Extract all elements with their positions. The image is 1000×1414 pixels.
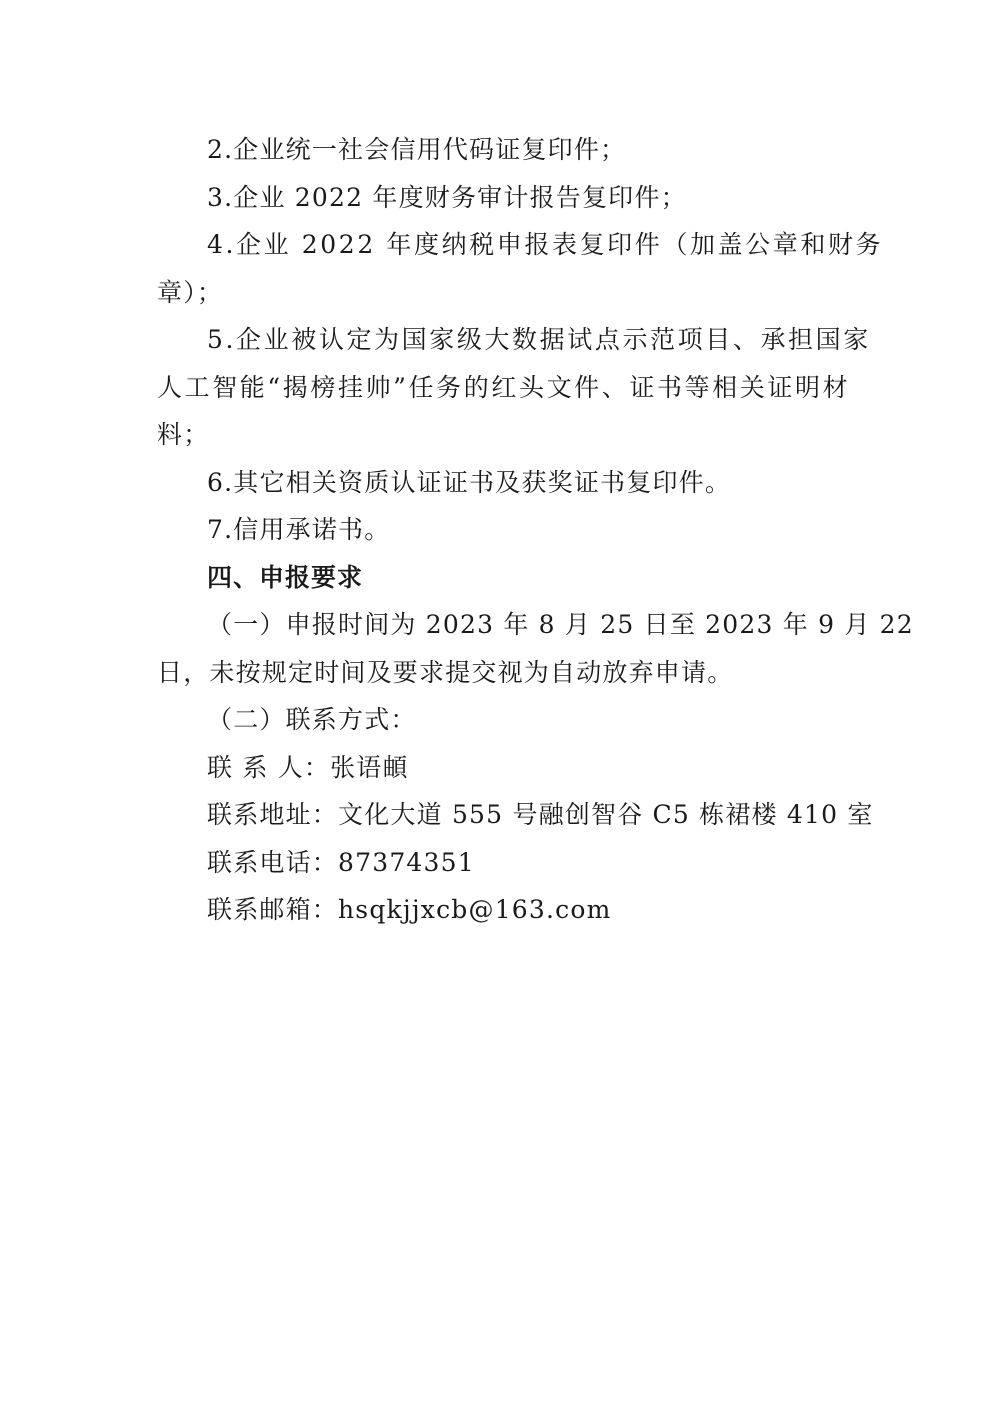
list-item-4-continued: 章）； bbox=[157, 277, 224, 307]
list-item-5-continued-1: 人工智能“揭榜挂帅”任务的红头文件、证书等相关证明材 bbox=[157, 372, 851, 402]
paragraph-deadline: （一）申报时间为 2023 年 8 月 25 日至 2023 年 9 月 22 bbox=[207, 610, 914, 639]
contact-person: 联 系 人：张语頔 bbox=[207, 752, 409, 782]
list-item-4: 4.企业 2022 年度纳税申报表复印件（加盖公章和财务 bbox=[207, 230, 884, 259]
list-item-3: 3.企业 2022 年度财务审计报告复印件； bbox=[207, 182, 687, 212]
list-item-2: 2.企业统一社会信用代码证复印件； bbox=[207, 135, 627, 164]
list-item-5: 5.企业被认定为国家级大数据试点示范项目、承担国家 bbox=[207, 325, 871, 354]
contact-email: 联系邮箱：hsqkjjxcb@163.com bbox=[207, 895, 612, 924]
list-item-7: 7.信用承诺书。 bbox=[207, 515, 391, 544]
list-item-6: 6.其它相关资质认证证书及获奖证书复印件。 bbox=[207, 467, 732, 497]
section-heading: 四、申报要求 bbox=[207, 562, 364, 592]
contact-heading: （二）联系方式： bbox=[207, 705, 417, 734]
contact-phone: 联系电话：87374351 bbox=[207, 847, 475, 877]
contact-address: 联系地址：文化大道 555 号融创智谷 C5 栋裙楼 410 室 bbox=[207, 800, 874, 829]
document-body bbox=[157, 126, 914, 934]
list-item-5-continued-2: 料； bbox=[157, 420, 210, 449]
paragraph-deadline-continued: 日，未按规定时间及要求提交视为自动放弃申请。 bbox=[157, 657, 734, 687]
